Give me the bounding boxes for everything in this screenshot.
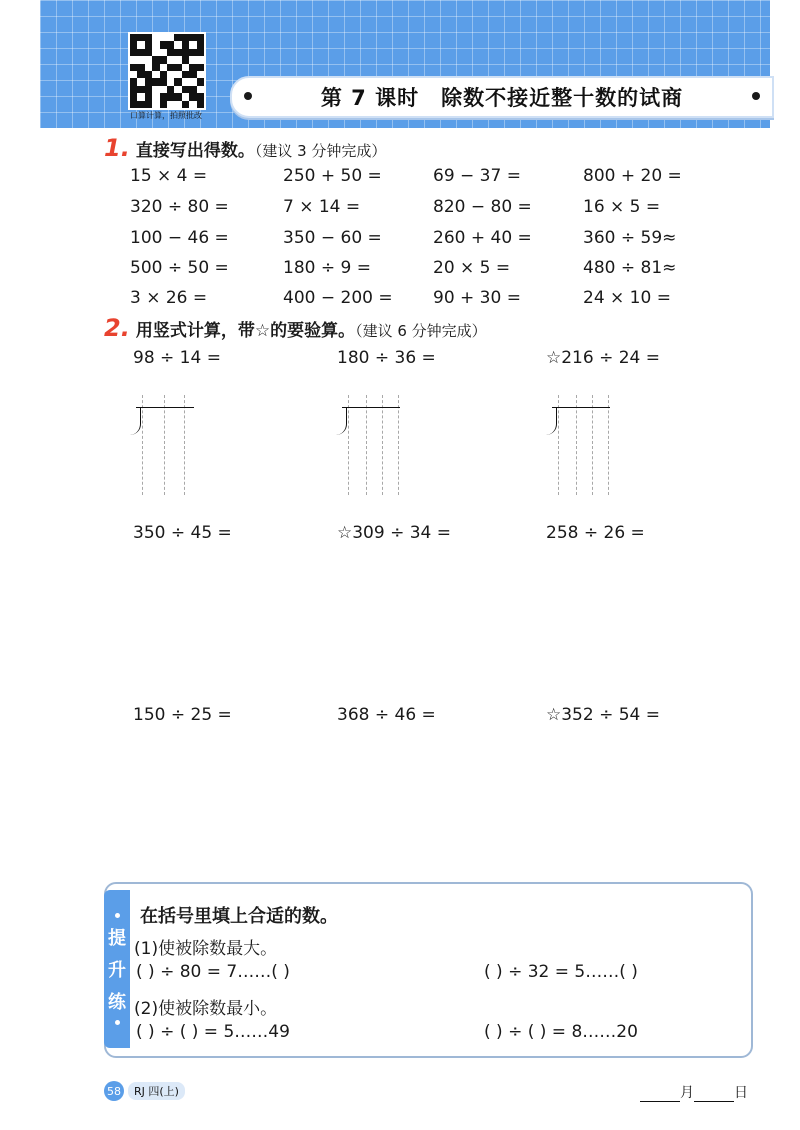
edition-label: RJ 四(上) — [128, 1082, 185, 1100]
division-frame-1 — [128, 395, 200, 495]
extension-part-2: (2)使被除数最小。 — [134, 999, 278, 1019]
day-label: 日 — [734, 1085, 748, 1101]
q1-item-r2-c1[interactable]: 320 ÷ 80 = — [130, 197, 229, 217]
month-label: 月 — [680, 1085, 694, 1101]
q1-item-r2-c3[interactable]: 820 − 80 = — [433, 197, 532, 217]
footer-page-label — [104, 1081, 185, 1101]
q1-item-r3-c4[interactable]: 360 ÷ 59≈ — [583, 228, 677, 248]
extension-tag — [104, 890, 130, 1048]
q1-item-r3-c2[interactable]: 350 − 60 = — [283, 228, 382, 248]
q1-item-r1-c2[interactable]: 250 + 50 = — [283, 166, 382, 186]
q1-item-r3-c1[interactable]: 100 − 46 = — [130, 228, 229, 248]
q2-item-r1-c2[interactable]: 180 ÷ 36 = — [337, 348, 436, 368]
q1-item-r2-c2[interactable]: 7 × 14 = — [283, 197, 361, 217]
q1-item-r1-c4[interactable]: 800 + 20 = — [583, 166, 682, 186]
q1-item-r5-c2[interactable]: 400 − 200 = — [283, 288, 393, 308]
question-2-note: （建议 6 分钟完成） — [355, 322, 487, 340]
q1-item-r4-c3[interactable]: 20 × 5 = — [433, 258, 511, 278]
q2-item-r3-c1[interactable]: 150 ÷ 25 = — [133, 705, 232, 725]
extension-part-1: (1)使被除数最大。 — [134, 939, 278, 959]
extension-item-1a[interactable]: ( ) ÷ 80 = 7……( ) — [136, 962, 290, 982]
q1-item-r5-c3[interactable]: 90 + 30 = — [433, 288, 521, 308]
q1-item-r5-c4[interactable]: 24 × 10 = — [583, 288, 671, 308]
lesson-title: 除数不接近整十数的试商 — [441, 86, 684, 110]
day-blank[interactable] — [694, 1101, 734, 1102]
question-2-heading — [104, 314, 487, 342]
extension-title: 在括号里填上合适的数。 — [140, 906, 338, 927]
title-bar-dot-left — [244, 92, 252, 100]
lesson-number: 第 7 课时 — [320, 86, 420, 110]
tag-char-3: 练 — [108, 992, 126, 1013]
footer-date — [640, 1082, 748, 1102]
page-number: 58 — [104, 1081, 124, 1101]
extension-item-2a[interactable]: ( ) ÷ ( ) = 5……49 — [136, 1022, 290, 1042]
q1-item-r4-c2[interactable]: 180 ÷ 9 = — [283, 258, 371, 278]
q1-item-r1-c3[interactable]: 69 − 37 = — [433, 166, 521, 186]
q2-item-r3-c3[interactable]: ☆352 ÷ 54 = — [546, 705, 661, 725]
tag-dot-top — [115, 913, 120, 918]
question-1-note: （建议 3 分钟完成） — [254, 142, 387, 160]
tag-char-2: 升 — [108, 960, 126, 981]
qr-code — [128, 32, 206, 110]
q2-item-r1-c3[interactable]: ☆216 ÷ 24 = — [546, 348, 661, 368]
division-frame-2 — [334, 395, 406, 495]
month-blank[interactable] — [640, 1101, 680, 1102]
question-1-text: 直接写出得数。 — [135, 141, 255, 161]
q1-item-r4-c1[interactable]: 500 ÷ 50 = — [130, 258, 229, 278]
q1-item-r4-c4[interactable]: 480 ÷ 81≈ — [583, 258, 677, 278]
extension-item-1b[interactable]: ( ) ÷ 32 = 5……( ) — [484, 962, 638, 982]
q1-item-r1-c1[interactable]: 15 × 4 = — [130, 166, 208, 186]
q2-item-r2-c3[interactable]: 258 ÷ 26 = — [546, 523, 645, 543]
question-2-text: 用竖式计算，带☆的要验算。 — [135, 321, 356, 341]
q1-item-r2-c4[interactable]: 16 × 5 = — [583, 197, 661, 217]
q2-item-r2-c2[interactable]: ☆309 ÷ 34 = — [337, 523, 452, 543]
question-2-number: 2. — [104, 314, 130, 342]
division-frame-3 — [544, 395, 616, 495]
question-1-number: 1. — [104, 134, 130, 162]
tag-char-1: 提 — [108, 928, 126, 949]
q1-item-r5-c1[interactable]: 3 × 26 = — [130, 288, 208, 308]
title-bar-dot-right — [752, 92, 760, 100]
qr-caption: 口算计算，拍照批改 — [130, 111, 202, 120]
q1-item-r3-c3[interactable]: 260 + 40 = — [433, 228, 532, 248]
q2-item-r2-c1[interactable]: 350 ÷ 45 = — [133, 523, 232, 543]
question-1-heading — [104, 134, 386, 162]
extension-item-2b[interactable]: ( ) ÷ ( ) = 8……20 — [484, 1022, 638, 1042]
q2-item-r3-c2[interactable]: 368 ÷ 46 = — [337, 705, 436, 725]
q2-item-r1-c1[interactable]: 98 ÷ 14 = — [133, 348, 221, 368]
tag-dot-bottom — [115, 1020, 120, 1025]
lesson-title-bar — [230, 76, 774, 118]
